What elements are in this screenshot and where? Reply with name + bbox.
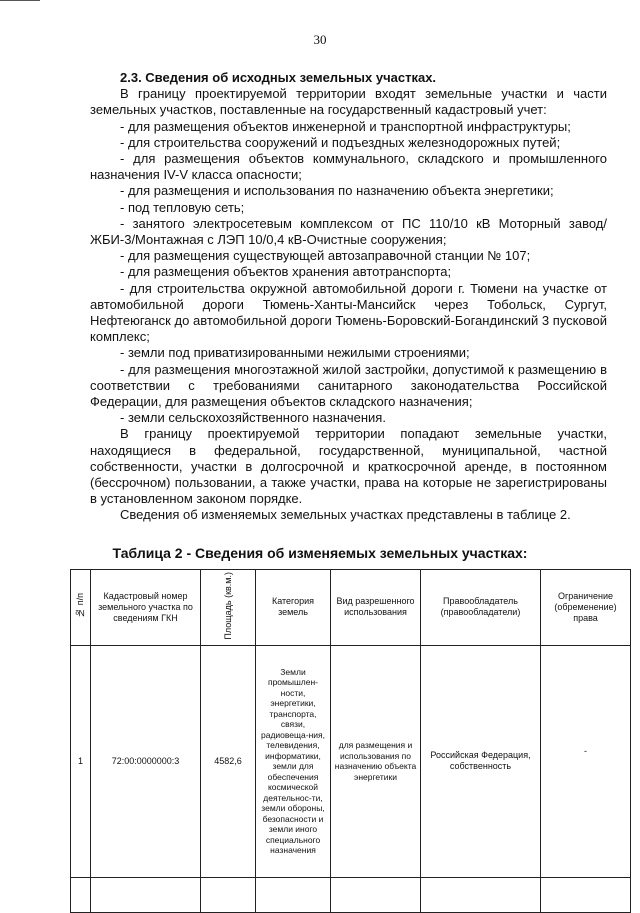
- section-heading: 2.3. Сведения об исходных земельных участках.: [120, 70, 437, 85]
- list-item: - занятого электросетевым комплексом от ПС 110/10 кВ Моторный завод/ЖБИ-3/Монтажная с ЛЭП 10/0,4 кВ-Очистные сооружения;: [90, 215, 607, 248]
- cell-number: 1: [71, 645, 91, 877]
- ownership-paragraph: В границу проектируемой территории попадают земельные участки, находящиеся в федеральной, государственной, муниципальной, частной собственности, участки в долгосрочной и краткосрочной аренде, в постоянном (бессрочном) пользовании, а также участки, права на которые не зарегистрированы в установленном законом порядке.: [90, 426, 607, 507]
- cell-cadastral: 72:00:0000000:3: [91, 645, 201, 877]
- cell-use: для размещения и использования по назначению объекта энергетики: [331, 645, 421, 877]
- table-reference-paragraph: Сведения об изменяемых земельных участках представлены в таблице 2.: [120, 507, 571, 523]
- corner-mark: [0, 0, 40, 1]
- cell-area: 4582,6: [201, 645, 256, 877]
- intro-paragraph: В границу проектируемой территории входят земельные участки и части земельных участков, поставленные на государственный кадастровый учет:: [90, 86, 607, 118]
- list-item: - земли сельскохозяйственного назначения.: [120, 410, 386, 426]
- list-item: - для размещения многоэтажной жилой застройки, допустимой к размещению в соответствии с требованиями санитарного законодательства Российской Федерации, для размещения объектов складского назначения;: [90, 361, 607, 410]
- list-item: - для строительства сооружений и подъездных железнодорожных путей;: [120, 134, 561, 150]
- col-header-owner: Правообладатель (правообладатели): [421, 570, 541, 646]
- col-header-use: Вид разрешенного использования: [331, 570, 421, 646]
- list-item: - для размещения объектов коммунального, складского и промышленного назначения IV-V класса опасности;: [90, 151, 607, 183]
- table-header-row: [71, 570, 631, 646]
- col-header-restriction: Ограничение (обременение) права: [541, 570, 631, 646]
- col-header-category: Категория земель: [256, 570, 331, 646]
- col-header-area: Площадь (кв.м.): [201, 570, 256, 646]
- list-item: - для размещения объектов инженерной и транспортной инфраструктуры;: [120, 118, 571, 134]
- list-item: - для размещения и использования по назначению объекта энергетики;: [120, 183, 554, 199]
- document-body: [90, 70, 607, 524]
- col-header-number: № п/п: [71, 570, 91, 646]
- list-item: - для размещения объектов хранения автотранспорта;: [120, 264, 452, 280]
- list-item: - земли под приватизированными нежилыми строениями;: [120, 345, 470, 361]
- page-number: 30: [313, 32, 327, 47]
- list-item: - под тепловую сеть;: [120, 199, 245, 215]
- cell-category: Земли промышлен-ности, энергетики, транспорта, связи, радиовеща-ния, телевидения, информатики, земли для обеспечения космической деятельнос-ти, земли обороны, безопасности и земли иного специального назначения: [256, 645, 331, 877]
- cell-owner: Российская Федерация, собственность: [421, 645, 541, 877]
- list-item: - для строительства окружной автомобильной дороги г. Тюмени на участке от автомобильной дороги Тюмень-Ханты-Мансийск через Тобольск, Сургут, Нефтеюганск до автомобильной дороги Тюмень-Боровский-Богандинский 3 пусковой комплекс;: [90, 280, 607, 345]
- col-header-cadastral: Кадастровый номер земельного участка по сведениям ГКН: [91, 570, 201, 646]
- land-plots-table: [70, 569, 631, 913]
- cell-restriction: -: [541, 645, 631, 877]
- table-caption: Таблица 2 - Сведения об изменяемых земельных участках:: [112, 545, 528, 561]
- list-item: - для размещения существующей автозаправочной станции № 107;: [120, 248, 531, 264]
- table-row: [71, 645, 631, 877]
- table-row-empty: [71, 877, 631, 912]
